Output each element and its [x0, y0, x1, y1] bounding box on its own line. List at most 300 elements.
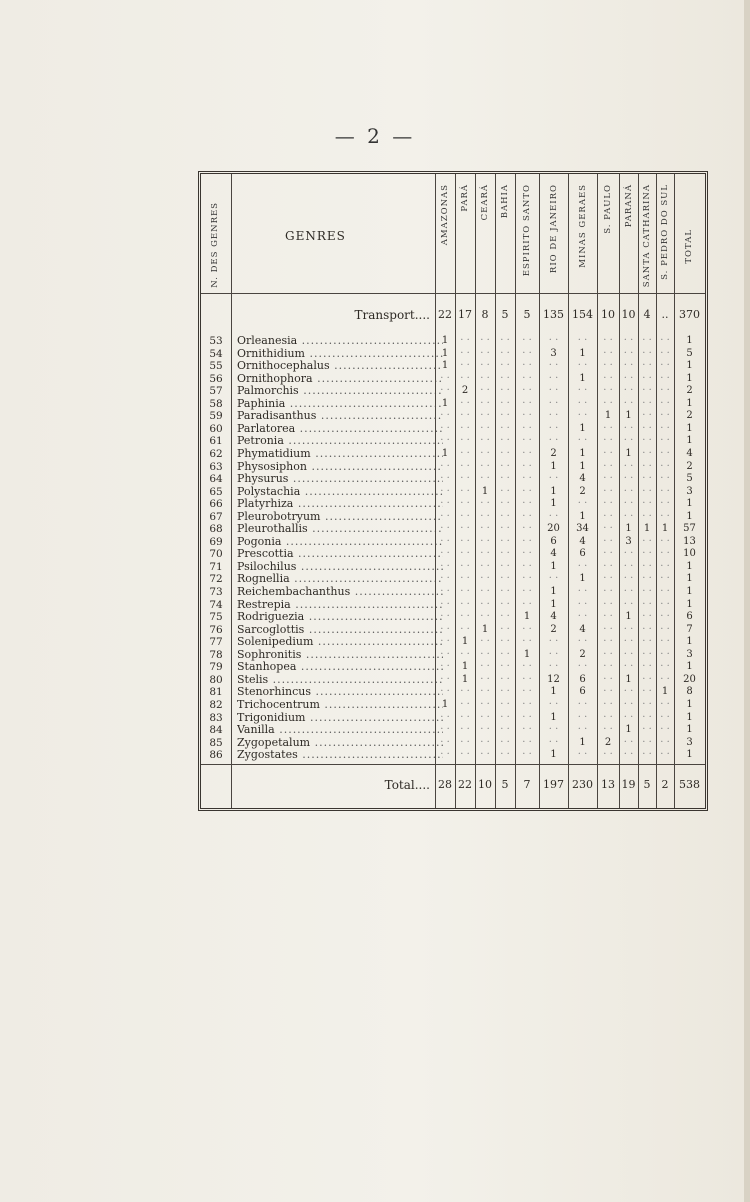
count-cell: · ·	[603, 460, 613, 472]
count-cell: · ·	[500, 410, 510, 422]
count-cell: · ·	[660, 611, 670, 623]
count-cell: 1	[579, 510, 586, 522]
count-cell: · ·	[500, 360, 510, 372]
count-cell: · ·	[603, 623, 613, 635]
count-cell: · ·	[440, 686, 450, 698]
count-cell: · ·	[440, 485, 450, 497]
count-cell: · ·	[642, 372, 652, 384]
count-cell: · ·	[623, 510, 634, 522]
count-cell: · ·	[460, 347, 470, 359]
count-cell: · ·	[440, 711, 450, 723]
genus-number: 73	[209, 586, 223, 598]
count-cell: · ·	[623, 435, 634, 447]
count-cell: · ·	[500, 686, 510, 698]
count-cell: · ·	[623, 498, 634, 510]
count-cell: · ·	[460, 611, 470, 623]
count-cell: · ·	[623, 698, 634, 710]
count-cell: · ·	[500, 749, 510, 761]
genus-name: Palmorchis .....	[237, 385, 443, 398]
count-cell: · ·	[623, 598, 634, 610]
count-cell: · ·	[480, 385, 490, 397]
count-cell: · ·	[522, 397, 532, 409]
count-cell: · ·	[480, 397, 490, 409]
count-cell: · ·	[642, 347, 652, 359]
count-cell: 1	[481, 623, 489, 635]
table-row	[201, 498, 705, 511]
column-divider	[455, 174, 456, 808]
count-cell: · ·	[440, 523, 450, 535]
count-cell: · ·	[603, 548, 613, 560]
count-cell: 1	[461, 661, 469, 673]
count-cell: 1	[686, 422, 693, 434]
count-cell: 4	[579, 535, 586, 547]
count-cell: · ·	[460, 435, 470, 447]
table-row	[201, 749, 705, 762]
transport-value: 17	[458, 308, 472, 321]
genus-name: Pleurothallis .....	[237, 523, 443, 536]
count-cell: · ·	[500, 523, 510, 535]
count-cell: · ·	[480, 360, 490, 372]
count-cell: · ·	[500, 560, 510, 572]
table-row	[201, 724, 705, 737]
genus-name: Reichembachanthus .....	[237, 586, 443, 599]
count-cell: · ·	[522, 435, 532, 447]
count-cell: · ·	[480, 447, 490, 459]
count-cell: · ·	[660, 598, 670, 610]
total-value: 5	[501, 778, 509, 791]
count-cell: 1	[686, 636, 693, 648]
region-header: CEARÁ	[480, 184, 490, 221]
table-row	[201, 511, 705, 524]
count-cell: · ·	[660, 623, 670, 635]
count-cell: · ·	[603, 422, 613, 434]
count-cell: · ·	[500, 335, 510, 346]
count-cell: · ·	[603, 573, 613, 585]
count-cell: · ·	[577, 598, 588, 610]
count-cell: · ·	[642, 422, 652, 434]
count-cell: · ·	[623, 560, 634, 572]
count-cell: · ·	[500, 535, 510, 547]
count-cell: 34	[576, 523, 589, 535]
genus-name: Orleanesia .....	[237, 335, 443, 348]
transport-value: 154	[572, 308, 593, 321]
genus-number: 71	[209, 560, 223, 573]
count-cell: · ·	[500, 586, 510, 597]
count-cell: · ·	[660, 422, 670, 434]
count-cell: 1	[686, 397, 693, 409]
column-divider	[568, 174, 569, 808]
genus-name: Psilochilus .....	[237, 561, 443, 574]
count-cell: · ·	[440, 410, 450, 422]
count-cell: 4	[579, 473, 586, 485]
count-cell: · ·	[642, 736, 652, 748]
count-cell: · ·	[500, 510, 510, 522]
total-value: 10	[478, 778, 492, 791]
count-cell: · ·	[480, 535, 490, 547]
count-cell: · ·	[522, 586, 532, 597]
count-cell: · ·	[623, 573, 634, 585]
genus-number: 81	[209, 686, 223, 699]
table-row	[201, 448, 705, 461]
count-cell: · ·	[603, 435, 613, 447]
genus-number: 84	[209, 724, 223, 737]
transport-value: 10	[601, 308, 615, 321]
total-value: 28	[438, 778, 452, 791]
count-cell: 3	[686, 648, 693, 660]
count-cell: · ·	[480, 498, 490, 510]
count-cell: 1	[686, 360, 693, 372]
count-cell: · ·	[642, 598, 652, 610]
count-cell: · ·	[480, 510, 490, 522]
count-cell: · ·	[440, 435, 450, 447]
count-cell: · ·	[603, 360, 613, 372]
count-cell: · ·	[480, 698, 490, 710]
transport-value: 5	[523, 308, 531, 321]
table-row	[201, 348, 705, 361]
genus-number: 55	[209, 360, 223, 373]
genus-number: 75	[209, 611, 223, 624]
genus-name: Physurus .....	[237, 473, 443, 486]
count-cell: 1	[686, 749, 693, 761]
count-cell: · ·	[642, 335, 652, 346]
count-cell: · ·	[460, 623, 470, 635]
genus-name: Paradisanthus .....	[237, 410, 443, 423]
count-cell: 4	[579, 623, 586, 635]
genus-name: Pogonia .....	[237, 536, 443, 549]
count-cell: · ·	[480, 586, 490, 597]
genus-number: 85	[209, 736, 223, 749]
count-cell: · ·	[623, 397, 634, 409]
count-cell: · ·	[577, 560, 588, 572]
table-row	[201, 523, 705, 536]
count-cell: · ·	[642, 686, 652, 698]
count-cell: · ·	[500, 473, 510, 485]
region-header: BAHIA	[500, 184, 510, 219]
count-cell: · ·	[500, 648, 510, 660]
count-cell: · ·	[603, 560, 613, 572]
count-cell: 2	[686, 410, 693, 422]
count-cell: · ·	[577, 661, 588, 673]
count-cell: 1	[550, 460, 557, 472]
count-cell: · ·	[577, 410, 588, 422]
count-cell: · ·	[460, 686, 470, 698]
table-row	[201, 335, 705, 348]
count-cell: 2	[461, 385, 469, 397]
genus-name: Ornithidium .....	[237, 348, 443, 361]
count-cell: 6	[686, 611, 693, 623]
genus-name: Trichocentrum .....	[237, 699, 443, 712]
count-cell: · ·	[660, 360, 670, 372]
count-cell: 20	[547, 523, 560, 535]
count-cell: · ·	[577, 397, 588, 409]
genus-number: 82	[209, 698, 223, 711]
transport-value: 5	[501, 308, 509, 321]
count-cell: · ·	[577, 586, 588, 597]
count-cell: · ·	[548, 736, 559, 748]
count-cell: · ·	[500, 372, 510, 384]
genus-name: Parlatorea .....	[237, 423, 443, 436]
count-cell: · ·	[548, 335, 559, 346]
count-cell: 1	[686, 560, 693, 572]
header-divider	[201, 293, 705, 294]
region-header: S. PEDRO DO SUL	[660, 184, 670, 280]
total-value: 538	[679, 778, 700, 791]
count-cell: · ·	[480, 686, 490, 698]
genus-number: 67	[209, 510, 223, 523]
count-cell: · ·	[603, 447, 613, 459]
column-divider	[495, 174, 496, 808]
count-cell: · ·	[660, 673, 670, 685]
column-divider	[435, 174, 436, 808]
count-cell: · ·	[623, 473, 634, 485]
count-cell: · ·	[440, 623, 450, 635]
count-cell: · ·	[522, 573, 532, 585]
count-cell: · ·	[440, 648, 450, 660]
count-cell: · ·	[603, 648, 613, 660]
count-cell: 2	[686, 460, 693, 472]
table-row	[201, 385, 705, 398]
count-cell: 1	[625, 447, 632, 459]
count-cell: · ·	[500, 498, 510, 510]
count-cell: · ·	[522, 385, 532, 397]
count-cell: 1	[461, 636, 469, 648]
count-cell: · ·	[440, 535, 450, 547]
genus-name: Vanilla .....	[237, 724, 443, 737]
genus-number: 61	[209, 435, 223, 448]
count-cell: · ·	[460, 410, 470, 422]
genus-name: Rodriguezia .....	[237, 611, 443, 624]
total-value: 22	[458, 778, 472, 791]
table-row	[201, 699, 705, 712]
count-cell: · ·	[642, 586, 652, 597]
count-cell: · ·	[440, 586, 450, 597]
count-cell: · ·	[623, 422, 634, 434]
count-cell: 1	[661, 686, 669, 698]
count-cell: 2	[550, 623, 557, 635]
region-header: SANTA CATHARINA	[642, 184, 652, 288]
count-cell: · ·	[642, 573, 652, 585]
count-cell: · ·	[660, 473, 670, 485]
transport-value: 22	[438, 308, 452, 321]
transport-label: Transport....	[354, 308, 430, 322]
count-cell: · ·	[623, 648, 634, 660]
count-cell: · ·	[480, 736, 490, 748]
count-cell: · ·	[623, 749, 634, 761]
count-cell: · ·	[460, 510, 470, 522]
count-cell: · ·	[522, 523, 532, 535]
count-cell: · ·	[522, 347, 532, 359]
count-cell: · ·	[522, 460, 532, 472]
column-divider	[619, 174, 620, 808]
count-cell: · ·	[623, 586, 634, 597]
genus-number: 66	[209, 498, 223, 511]
count-cell: · ·	[480, 422, 490, 434]
count-cell: · ·	[440, 460, 450, 472]
count-cell: · ·	[623, 686, 634, 698]
total-value: 230	[572, 778, 593, 791]
genus-name: Trigonidium .....	[237, 712, 443, 725]
count-cell: · ·	[642, 485, 652, 497]
count-cell: 1	[686, 598, 693, 610]
count-cell: 1	[523, 611, 531, 623]
count-cell: · ·	[642, 510, 652, 522]
genus-number: 76	[209, 623, 223, 636]
count-cell: · ·	[500, 698, 510, 710]
count-cell: · ·	[480, 611, 490, 623]
region-header: ESPIRITO SANTO	[522, 184, 532, 277]
region-header: PARÁ	[460, 184, 470, 212]
count-cell: · ·	[642, 673, 652, 685]
count-cell: · ·	[660, 372, 670, 384]
count-cell: 2	[579, 648, 586, 660]
count-cell: · ·	[522, 661, 532, 673]
count-cell: · ·	[603, 523, 613, 535]
genus-name: Petronia .....	[237, 435, 443, 448]
count-cell: 1	[625, 611, 632, 623]
table-row	[201, 536, 705, 549]
genus-number: 62	[209, 447, 223, 460]
table-row	[201, 360, 705, 373]
count-cell: · ·	[577, 611, 588, 623]
count-cell: · ·	[548, 636, 559, 648]
count-cell: · ·	[603, 611, 613, 623]
count-cell: · ·	[603, 498, 613, 510]
count-cell: · ·	[548, 724, 559, 736]
count-cell: · ·	[500, 661, 510, 673]
count-cell: 1	[550, 749, 557, 761]
genus-name: Stanhopea .....	[237, 661, 443, 674]
count-cell: · ·	[480, 435, 490, 447]
count-cell: · ·	[522, 447, 532, 459]
total-value: 2	[661, 778, 669, 791]
count-cell: 3	[686, 736, 693, 748]
genus-number: 79	[209, 661, 223, 674]
count-cell: · ·	[522, 372, 532, 384]
genus-name: Solenipedium .....	[237, 636, 443, 649]
total-value: 7	[523, 778, 531, 791]
count-cell: · ·	[577, 435, 588, 447]
count-cell: · ·	[660, 435, 670, 447]
count-cell: · ·	[660, 711, 670, 723]
count-cell: 2	[550, 447, 557, 459]
count-cell: · ·	[480, 673, 490, 685]
count-cell: · ·	[603, 510, 613, 522]
count-cell: · ·	[623, 711, 634, 723]
genus-number: 78	[209, 648, 223, 661]
count-cell: · ·	[642, 473, 652, 485]
count-cell: · ·	[660, 410, 670, 422]
count-cell: · ·	[603, 711, 613, 723]
total-label: Total....	[384, 778, 430, 792]
page-number: — 2 —	[334, 124, 416, 148]
table-row	[201, 636, 705, 649]
count-cell: · ·	[440, 661, 450, 673]
count-cell: 1	[625, 673, 632, 685]
genus-number: 58	[209, 397, 223, 410]
count-cell: · ·	[460, 573, 470, 585]
column-divider	[656, 174, 657, 808]
count-cell: · ·	[480, 335, 490, 346]
count-cell: · ·	[440, 510, 450, 522]
count-cell: 1	[550, 686, 557, 698]
table-row	[201, 661, 705, 674]
count-cell: 1	[550, 598, 557, 610]
count-cell: · ·	[548, 385, 559, 397]
count-cell: 1	[686, 573, 693, 585]
count-cell: · ·	[642, 410, 652, 422]
count-cell: · ·	[603, 673, 613, 685]
count-cell: · ·	[577, 385, 588, 397]
count-cell: · ·	[642, 535, 652, 547]
count-cell: 1	[461, 673, 469, 685]
count-cell: 1	[579, 573, 586, 585]
count-cell: · ·	[480, 749, 490, 761]
count-cell: · ·	[548, 372, 559, 384]
count-cell: 1	[686, 661, 693, 673]
transport-value: 8	[481, 308, 489, 321]
count-cell: · ·	[660, 661, 670, 673]
count-cell: · ·	[440, 498, 450, 510]
count-cell: · ·	[642, 560, 652, 572]
count-cell: 1	[686, 724, 693, 736]
count-cell: · ·	[460, 698, 470, 710]
count-cell: 6	[579, 548, 586, 560]
count-cell: · ·	[522, 673, 532, 685]
count-cell: · ·	[522, 724, 532, 736]
count-cell: · ·	[460, 498, 470, 510]
genus-number: 74	[209, 598, 223, 611]
count-cell: · ·	[500, 636, 510, 648]
count-cell: · ·	[460, 397, 470, 409]
count-cell: · ·	[460, 560, 470, 572]
count-cell: · ·	[500, 573, 510, 585]
count-cell: · ·	[480, 410, 490, 422]
count-cell: · ·	[460, 749, 470, 761]
count-cell: · ·	[660, 648, 670, 660]
count-cell: 1	[686, 372, 693, 384]
count-cell: · ·	[603, 397, 613, 409]
count-cell: · ·	[460, 372, 470, 384]
genus-name: Prescottia .....	[237, 548, 443, 561]
count-cell: · ·	[623, 347, 634, 359]
column-divider	[597, 174, 598, 808]
count-cell: · ·	[548, 410, 559, 422]
count-cell: 1	[686, 510, 693, 522]
count-cell: · ·	[460, 598, 470, 610]
count-cell: · ·	[642, 460, 652, 472]
total-value: 13	[601, 778, 615, 791]
count-cell: · ·	[603, 661, 613, 673]
count-cell: 1	[441, 447, 449, 459]
count-cell: · ·	[577, 749, 588, 761]
count-cell: · ·	[500, 422, 510, 434]
column-divider	[515, 174, 516, 808]
count-cell: · ·	[642, 498, 652, 510]
count-cell: 8	[686, 686, 693, 698]
count-cell: · ·	[500, 397, 510, 409]
count-cell: 6	[550, 535, 557, 547]
genus-number: 72	[209, 573, 223, 586]
count-cell: · ·	[480, 372, 490, 384]
region-header: MINAS GERAES	[577, 184, 588, 268]
genus-name: Zygostates .....	[237, 749, 443, 762]
table-row	[201, 649, 705, 662]
genus-name: Stenorhincus .....	[237, 686, 443, 699]
count-cell: · ·	[642, 724, 652, 736]
total-value: 5	[643, 778, 651, 791]
count-cell: · ·	[522, 598, 532, 610]
table-row	[201, 548, 705, 561]
